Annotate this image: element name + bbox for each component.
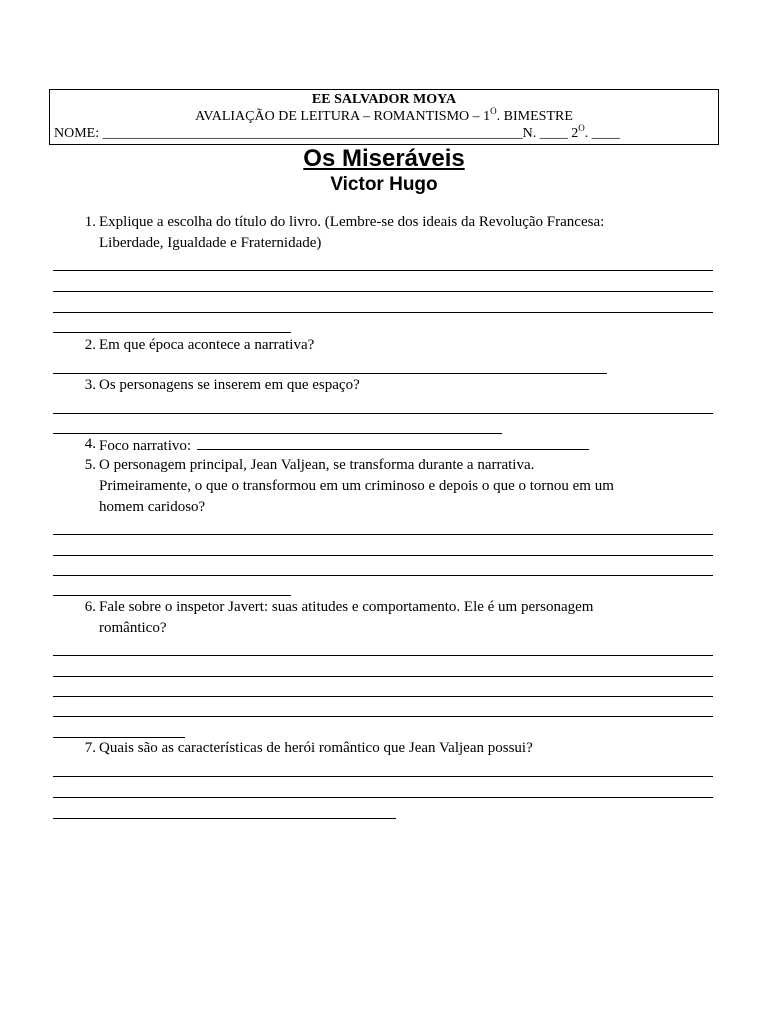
- answer-line[interactable]: [53, 797, 713, 798]
- name-number-field: NOME: ____________________________________________________________N. ____ $2^O$. ____: [54, 123, 620, 141]
- answer-line[interactable]: [53, 270, 713, 271]
- answer-line[interactable]: [53, 595, 291, 596]
- answer-line[interactable]: [53, 373, 607, 374]
- answer-line[interactable]: [53, 776, 713, 777]
- answer-line[interactable]: [53, 818, 396, 819]
- author-name: Victor Hugo: [330, 174, 438, 195]
- header-box: [49, 89, 719, 145]
- answer-line[interactable]: [53, 534, 713, 535]
- answer-line[interactable]: [53, 291, 713, 292]
- evaluation-title: AVALIAÇÃO DE LEITURA – ROMANTISMO – $1^O$. BIMESTRE: [195, 106, 573, 124]
- answer-line[interactable]: [197, 434, 589, 450]
- answer-line[interactable]: [53, 696, 713, 697]
- answer-line[interactable]: [53, 716, 713, 717]
- answer-line[interactable]: [53, 555, 713, 556]
- answer-line[interactable]: [53, 655, 713, 656]
- answer-line[interactable]: [53, 312, 713, 313]
- answer-line[interactable]: [53, 332, 291, 333]
- answer-line[interactable]: [53, 575, 713, 576]
- document-title: Os Miseráveis: [303, 145, 465, 172]
- answer-line[interactable]: [53, 413, 713, 414]
- answer-line[interactable]: [53, 676, 713, 677]
- school-name: EE SALVADOR MOYA: [311, 92, 457, 107]
